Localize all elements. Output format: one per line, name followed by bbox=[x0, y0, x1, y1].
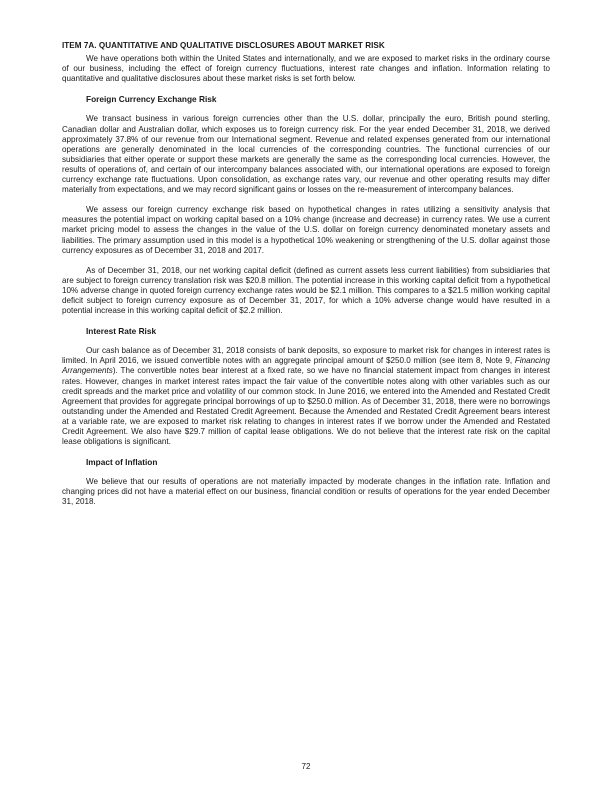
section-heading-inflation: Impact of Inflation bbox=[86, 457, 158, 468]
item-title: ITEM 7A. QUANTITATIVE AND QUALITATIVE DISCLOSURES ABOUT MARKET RISK bbox=[62, 41, 385, 50]
foreign-currency-paragraph-3: As of December 31, 2018, our net working capital deficit (defined as current assets less current liabilities) from subsidiaries that are subject to foreign currency translation risk was $20.8 million. The potential increase in this working capital deficit from a hypothetical 10% adverse change in quoted foreign currency exchange rates would be $2.1 million. This compares to a $21.5 million working capital deficit subject to foreign currency exposure as of December 31, 2017, for which a 10% adverse change would have resulted in a potential increase in this working capital deficit of $2.2 million. bbox=[62, 265, 550, 316]
page-number: 72 bbox=[301, 762, 311, 771]
interest-rate-text-part-1: Our cash balance as of December 31, 2018 consists of bank deposits, so exposure to market risk for changes in interest rates is limited. In April 2016, we issued convertible notes with an aggregate principal amount of $250.0 million (see item 8, Note 9, bbox=[62, 346, 550, 366]
document-page bbox=[62, 41, 550, 518]
section-heading-foreign-currency: Foreign Currency Exchange Risk bbox=[86, 94, 217, 105]
financing-arrangements-reference: Financing Arrangements bbox=[62, 356, 550, 376]
interest-rate-text-part-2: ). The convertible notes bear interest at a fixed rate, so we have no financial statement impact from changes in interest rates. However, changes in market interest rates impact the fair value of the convertible notes along with other variables such as our credit spreads and the market price and volatility of our common stock. In June 2016, we entered into the Amended and Restated Credit Agreement that provides for aggregate principal borrowings of up to $250.0 million. As of December 31, 2018, there were no borrowings outstanding under the Amended and Restated Credit Agreement. Because the Amended and Restated Credit Agreement bears interest at a variable rate, we are exposed to market risk relating to changes in interest rates if we borrow under the Amended and Restated Credit Agreement. We also have $29.7 million of capital lease obligations. We do not believe that the interest rate risk on the capital lease obligations is significant. bbox=[62, 366, 550, 447]
foreign-currency-paragraph-2: We assess our foreign currency exchange risk based on hypothetical changes in rates utilizing a sensitivity analysis that measures the potential impact on working capital based on a 10% change (increase and decrease) in currency rates. We use a current market pricing model to assess the changes in the value of the U.S. dollar on foreign currency denominated monetary assets and liabilities. The primary assumption used in this model is a hypothetical 10% weakening or strengthening of the U.S. dollar against those currency exposures as of December 31, 2018 and 2017. bbox=[62, 205, 550, 255]
inflation-paragraph: We believe that our results of operations are not materially impacted by moderate changes in the inflation rate. Inflation and changing prices did not have a material effect on our business, financial condition or results of operations for the year ended December 31, 2018. bbox=[62, 477, 550, 507]
interest-rate-paragraph bbox=[62, 346, 550, 447]
foreign-currency-paragraph-1: We transact business in various foreign currencies other than the U.S. dollar, principally the euro, British pound sterling, Canadian dollar and Australian dollar, which exposes us to foreign currency risk. For the year ended December 31, 2018, we derived approximately 37.8% of our revenue from our International segment. Revenue and related expenses generated from our international operations are generally denominated in the local currencies of the corresponding countries. The functional currencies of our subsidiaries that either operate or support these markets are generally the same as the corresponding local currencies. However, the results of operations of, and certain of our intercompany balances associated with, our international operations are exposed to foreign currency exchange rate fluctuations. Upon consolidation, as exchange rates vary, our revenue and other operating results may differ materially from expectations, and we may record significant gains or losses on the re-measurement of intercompany balances. bbox=[62, 114, 550, 195]
section-heading-interest-rate: Interest Rate Risk bbox=[86, 326, 157, 337]
intro-paragraph: We have operations both within the United States and internationally, and we are exposed to market risks in the ordinary course of our business, including the effect of foreign currency fluctuations, interest rate changes and inflation. Information relating to quantitative and qualitative disclosures about these market risks is set forth below. bbox=[62, 54, 550, 84]
